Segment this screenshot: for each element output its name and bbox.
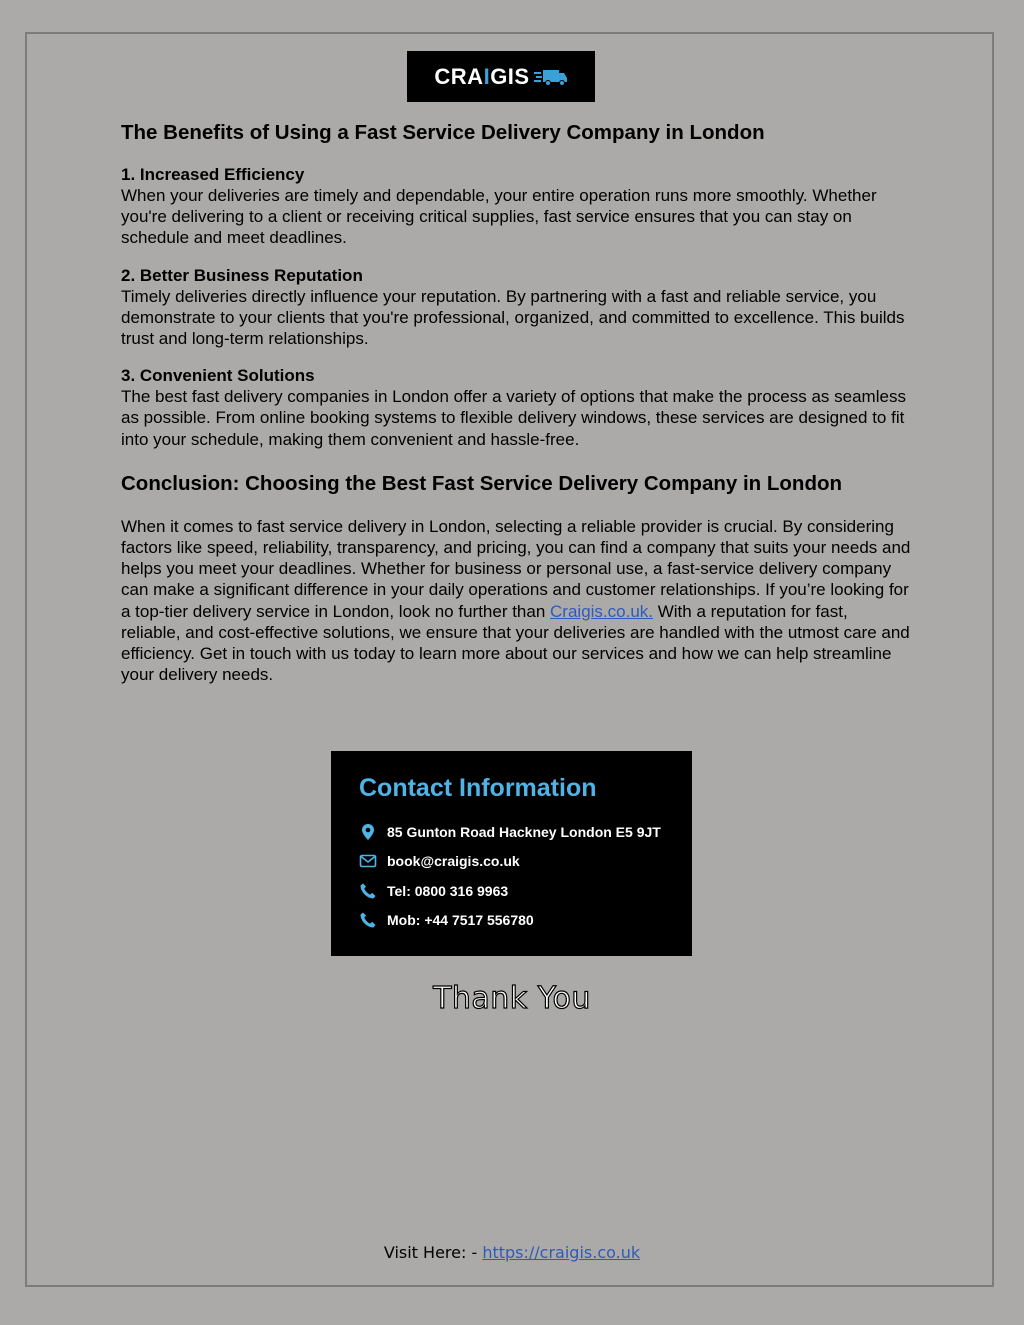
section-heading: 2. Better Business Reputation [121, 265, 363, 285]
location-pin-icon [359, 823, 377, 841]
section-body: The best fast delivery companies in London offer a variety of options that make the process as seamless as possible. From online booking systems to flexible delivery windows, these services are designed to fit into your schedule, making them convenient and hassle-free. [121, 387, 906, 449]
contact-title: Contact Information [359, 774, 597, 802]
section-heading: 3. Convenient Solutions [121, 366, 315, 386]
section-heading: 1. Increased Efficiency [121, 165, 305, 184]
section-efficiency [121, 164, 911, 249]
contact-email: book@craigis.co.uk [359, 847, 692, 877]
phone-icon [359, 882, 377, 900]
footer [0, 1243, 1024, 1262]
logo [407, 51, 595, 102]
contact-mob: Mob: +44 7517 556780 [359, 906, 692, 936]
envelope-icon [359, 852, 377, 870]
conclusion-title: Conclusion: Choosing the Best Fast Service Delivery Company in London [121, 471, 843, 495]
contact-address: 85 Gunton Road Hackney London E5 9JT [359, 817, 692, 847]
phone-icon [359, 911, 377, 929]
section-reputation [121, 265, 911, 350]
article [121, 118, 911, 685]
section-body: When your deliveries are timely and dependable, your entire operation runs more smoothly. Whether you're delivering to a client or receiving critical supplies, fast service ensures that you can stay on schedule and meet deadlines. [121, 186, 877, 248]
delivery-van-icon [534, 68, 568, 86]
thank-you-heading: Thank You [433, 981, 591, 1016]
section-body: Timely deliveries directly influence your reputation. By partnering with a fast and reliable service, you demonstrate to your clients that you're professional, organized, and committed to excellence. This builds trust and long-term relationships. [121, 286, 905, 349]
logo-wordmark: CRAIGIS [434, 63, 530, 89]
contact-card [331, 751, 692, 956]
conclusion-body: When it comes to fast service delivery in London, selecting a reliable provider is crucial. By considering factors like speed, reliability, transparency, and pricing, you can find a company that suits your needs and helps you meet your deadlines. Whether for business or personal use, a fast-service delivery company can make a significant difference in your daily operations and customer relationships. If you’re looking for a top-tier delivery service in London, look no further than Craigis.co.uk. With a reputation for fast, reliable, and cost-effective solutions, we ensure that your deliveries are handled with the utmost care and efficiency. Get in touch with us today to learn more about our services and how we can help streamline your delivery needs. [121, 516, 911, 685]
footer-label: Visit Here: - [383, 1243, 483, 1262]
page-title: The Benefits of Using a Fast Service Delivery Company in London [121, 121, 765, 144]
section-convenience [121, 365, 911, 450]
website-link[interactable]: https://craigis.co.uk [482, 1243, 641, 1262]
contact-tel: Tel: 0800 316 9963 [359, 876, 692, 906]
craigis-link[interactable]: Craigis.co.uk. [550, 601, 654, 621]
